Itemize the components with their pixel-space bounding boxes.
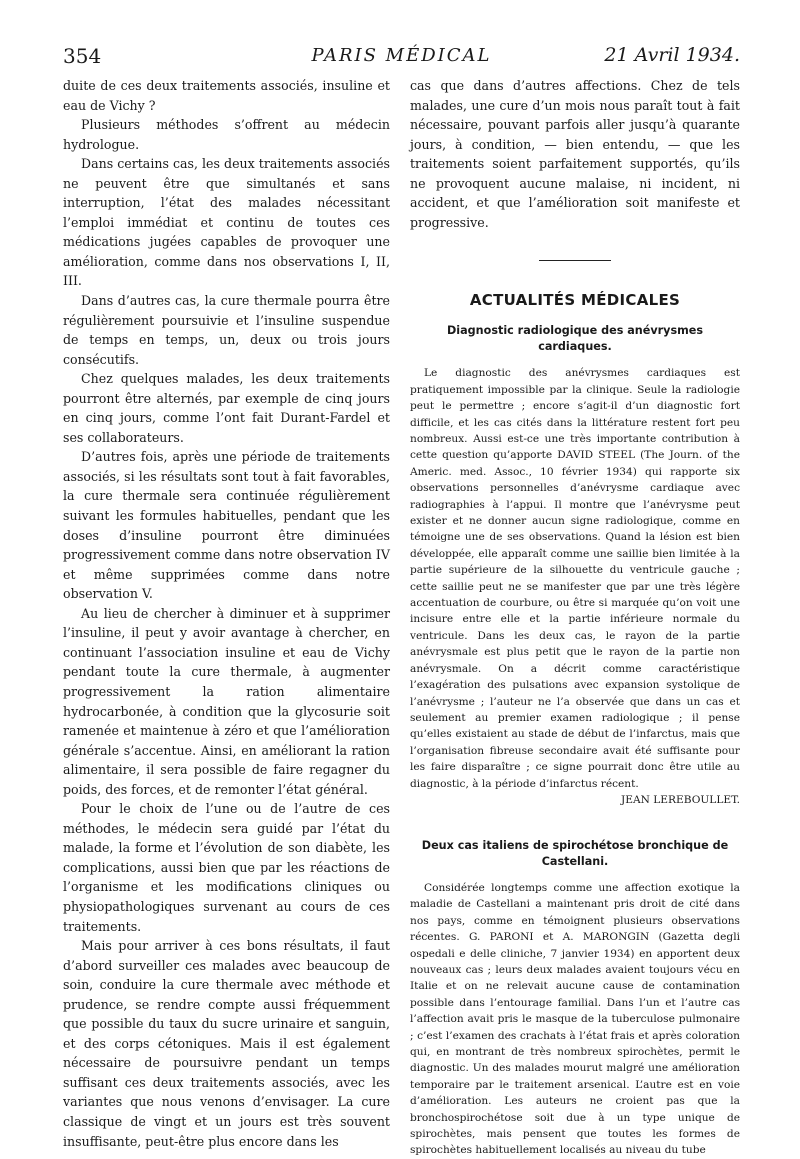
left-column <box>63 76 390 1151</box>
paragraph: duite de ces deux traitements associés, insuline et eau de Vichy ? <box>63 78 390 113</box>
paragraph: Dans d’autres cas, la cure thermale pourra être régulièrement poursuivie et l’insuline suspendue de temps en temps, un, deux ou trois jours consécutifs. <box>63 293 390 367</box>
paragraph: Pour le choix de l’une ou de l’autre de ces méthodes, le médecin sera guidé par l’état du malade, la forme et l’évolution de son diabète, les complications, aussi bien que par les réactions de l’organisme et les modifications cliniques ou physiopathologiques survenant au cours de ces traitements. <box>63 801 390 934</box>
paragraph: Dans certains cas, les deux traitements associés ne peuvent être que simultanés et sans interruption, l’état des malades nécessitant l’emploi immédiat et continu de toutes ces médications jugées capables de provoquer une amélioration, comme dans nos observations I, II, III. <box>63 156 390 289</box>
right-column <box>410 76 740 1159</box>
section-title: ACTUALITÉS MÉDICALES <box>469 291 681 310</box>
author-signature: JEAN LEREBOULLET. <box>620 793 740 806</box>
section-divider <box>539 260 611 261</box>
page-header <box>63 44 740 74</box>
article-body: Considérée longtemps comme une affection exotique la maladie de Castellani a maintenant pris droit de cité dans nos pays, comme en témoignent plusieurs observations récentes. G. PARONI et A. MARONGIN (Gazetta degli ospedali e delle cliniche, 7 janvier 1934) en apportent deux nouveaux cas ; leurs deux malades avaient toujours vécu en Italie et on ne relevait aucune cause de contamination possible dans l’entourage familial. Dans l’un et l’autre cas l’affection avait pris le masque de la tuberculose pulmonaire ; c’est l’examen des crachats à l’état frais et après coloration qui, en montrant de très nombreux spirochètes, permit le diagnostic. Un des malades mourut malgré une amélioration temporaire par le traitement arsenical. L’autre est en voie d’amélioration. Les auteurs ne croient pas que la bronchospirochétose soit due à un type unique de spirochètes, mais pensent que toutes les formes de spirochètes habituellement localisés au niveau du tube <box>410 881 740 1157</box>
paragraph: Chez quelques malades, les deux traitements pourront être alternés, par exemple de cinq jours en cinq jours, comme l’ont fait Durant-Fardel et ses collaborateurs. <box>63 371 390 445</box>
paragraph: Au lieu de chercher à diminuer et à supprimer l’insuline, il peut y avoir avantage à chercher, en continuant l’association insuline et eau de Vichy pendant toute la cure thermale, à augmenter progressivement la ration alimentaire hydrocarbonée, à condition que la glycosurie soit ramenée et maintenue à zéro et que l’amélioration générale s’accentue. Ainsi, en améliorant la ration alimentaire, il sera possible de faire regagner du poids, des forces, et de remonter l’état général. <box>63 605 390 797</box>
journal-title: PARIS MÉDICAL <box>311 45 492 66</box>
page-number: 354 <box>63 44 102 68</box>
paragraph: D’autres fois, après une période de traitements associés, si les résultats sont tout à fait favorables, la cure thermale sera continuée régulièrement suivant les formules habituelles, pendant que les doses d’insuline pourront être diminuées progressivement comme dans notre observation IV et même supprimées comme dans notre observation V. <box>63 449 390 602</box>
continued-text <box>410 76 740 232</box>
paragraph: Plusieurs méthodes s’offrent au médecin hydrologue. <box>63 117 390 152</box>
issue-date: 21 Avril 1934. <box>604 44 740 66</box>
article-title: Diagnostic radiologique des anévrysmes cardiaques. <box>446 324 704 354</box>
article-body: Le diagnostic des anévrysmes cardiaques est pratiquement impossible par la clinique. Seule la radiologie peut le permettre ; encore s’agit-il d’un diagnostic fort difficile, et les cas cités dans la littérature restent fort peu nombreux. Aussi est-ce une très importante contribution à cette question qu’apporte DAVID STEEL (The Journ. of the Americ. med. Assoc., 10 février 1934) qui rapporte six observations personnelles d’anévrysme cardiaque avec radiographies à l’appui. Il montre que l’anévrysme peut exister et ne donner aucun signe radiologique, comme en témoigne une de ses observations. Quand la lésion est bien développée, elle apparaît comme une saillie bien limitée à la partie supérieure de la silhouette du ventricule gauche ; cette saillie peut ne se manifester que par une très légère accentuation de courbure, ou être si marquée qu’on voit une incisure entre elle et la partie inférieure normale du ventricule. Dans les deux cas, le rayon de la partie anévrysmale est plus petit que le rayon de la partie non anévrysmale. On a décrit comme caractéristique l’exagération des pulsations avec expansion systolique de l’anévrysme ; l’auteur ne l’a observée que dans un cas et seulement au premier examen radiologique ; il pense qu’elles existaient au stade de début de l’infarctus, mais que l’organisation fibreuse secondaire avait été suffisante pour les faire disparaître ; ce signe pourrait donc être utile au diagnostic, à la période d’infarctus récent. <box>410 367 740 790</box>
article-title: Deux cas italiens de spirochétose bronchique de Castellani. <box>421 838 729 868</box>
paragraph: Mais pour arriver à ces bons résultats, il faut d’abord surveiller ces malades avec beaucoup de soin, conduire la cure thermale avec méthode et prudence, se rendre compte aussi fréquemment que possible du taux du sucre urinaire et sanguin, et des corps cétoniques. Mais il est également nécessaire de poursuivre pendant un temps suffisant ces deux traitements associés, avec les variantes que nous venons d’envisager. La cure classique de vingt et un jours est très souvent insuffisante, peut-être plus encore dans les <box>63 938 390 1149</box>
paragraph: cas que dans d’autres affections. Chez de tels malades, une cure d’un mois nous paraît tout à fait nécessaire, pouvant parfois aller jusqu’à quarante jours, à condition, — bien entendu, — que les traitements soient parfaitement supportés, qu’ils ne provoquent aucune malaise, ni incident, ni accident, et que l’amélioration soit manifeste et progressive. <box>410 78 740 230</box>
